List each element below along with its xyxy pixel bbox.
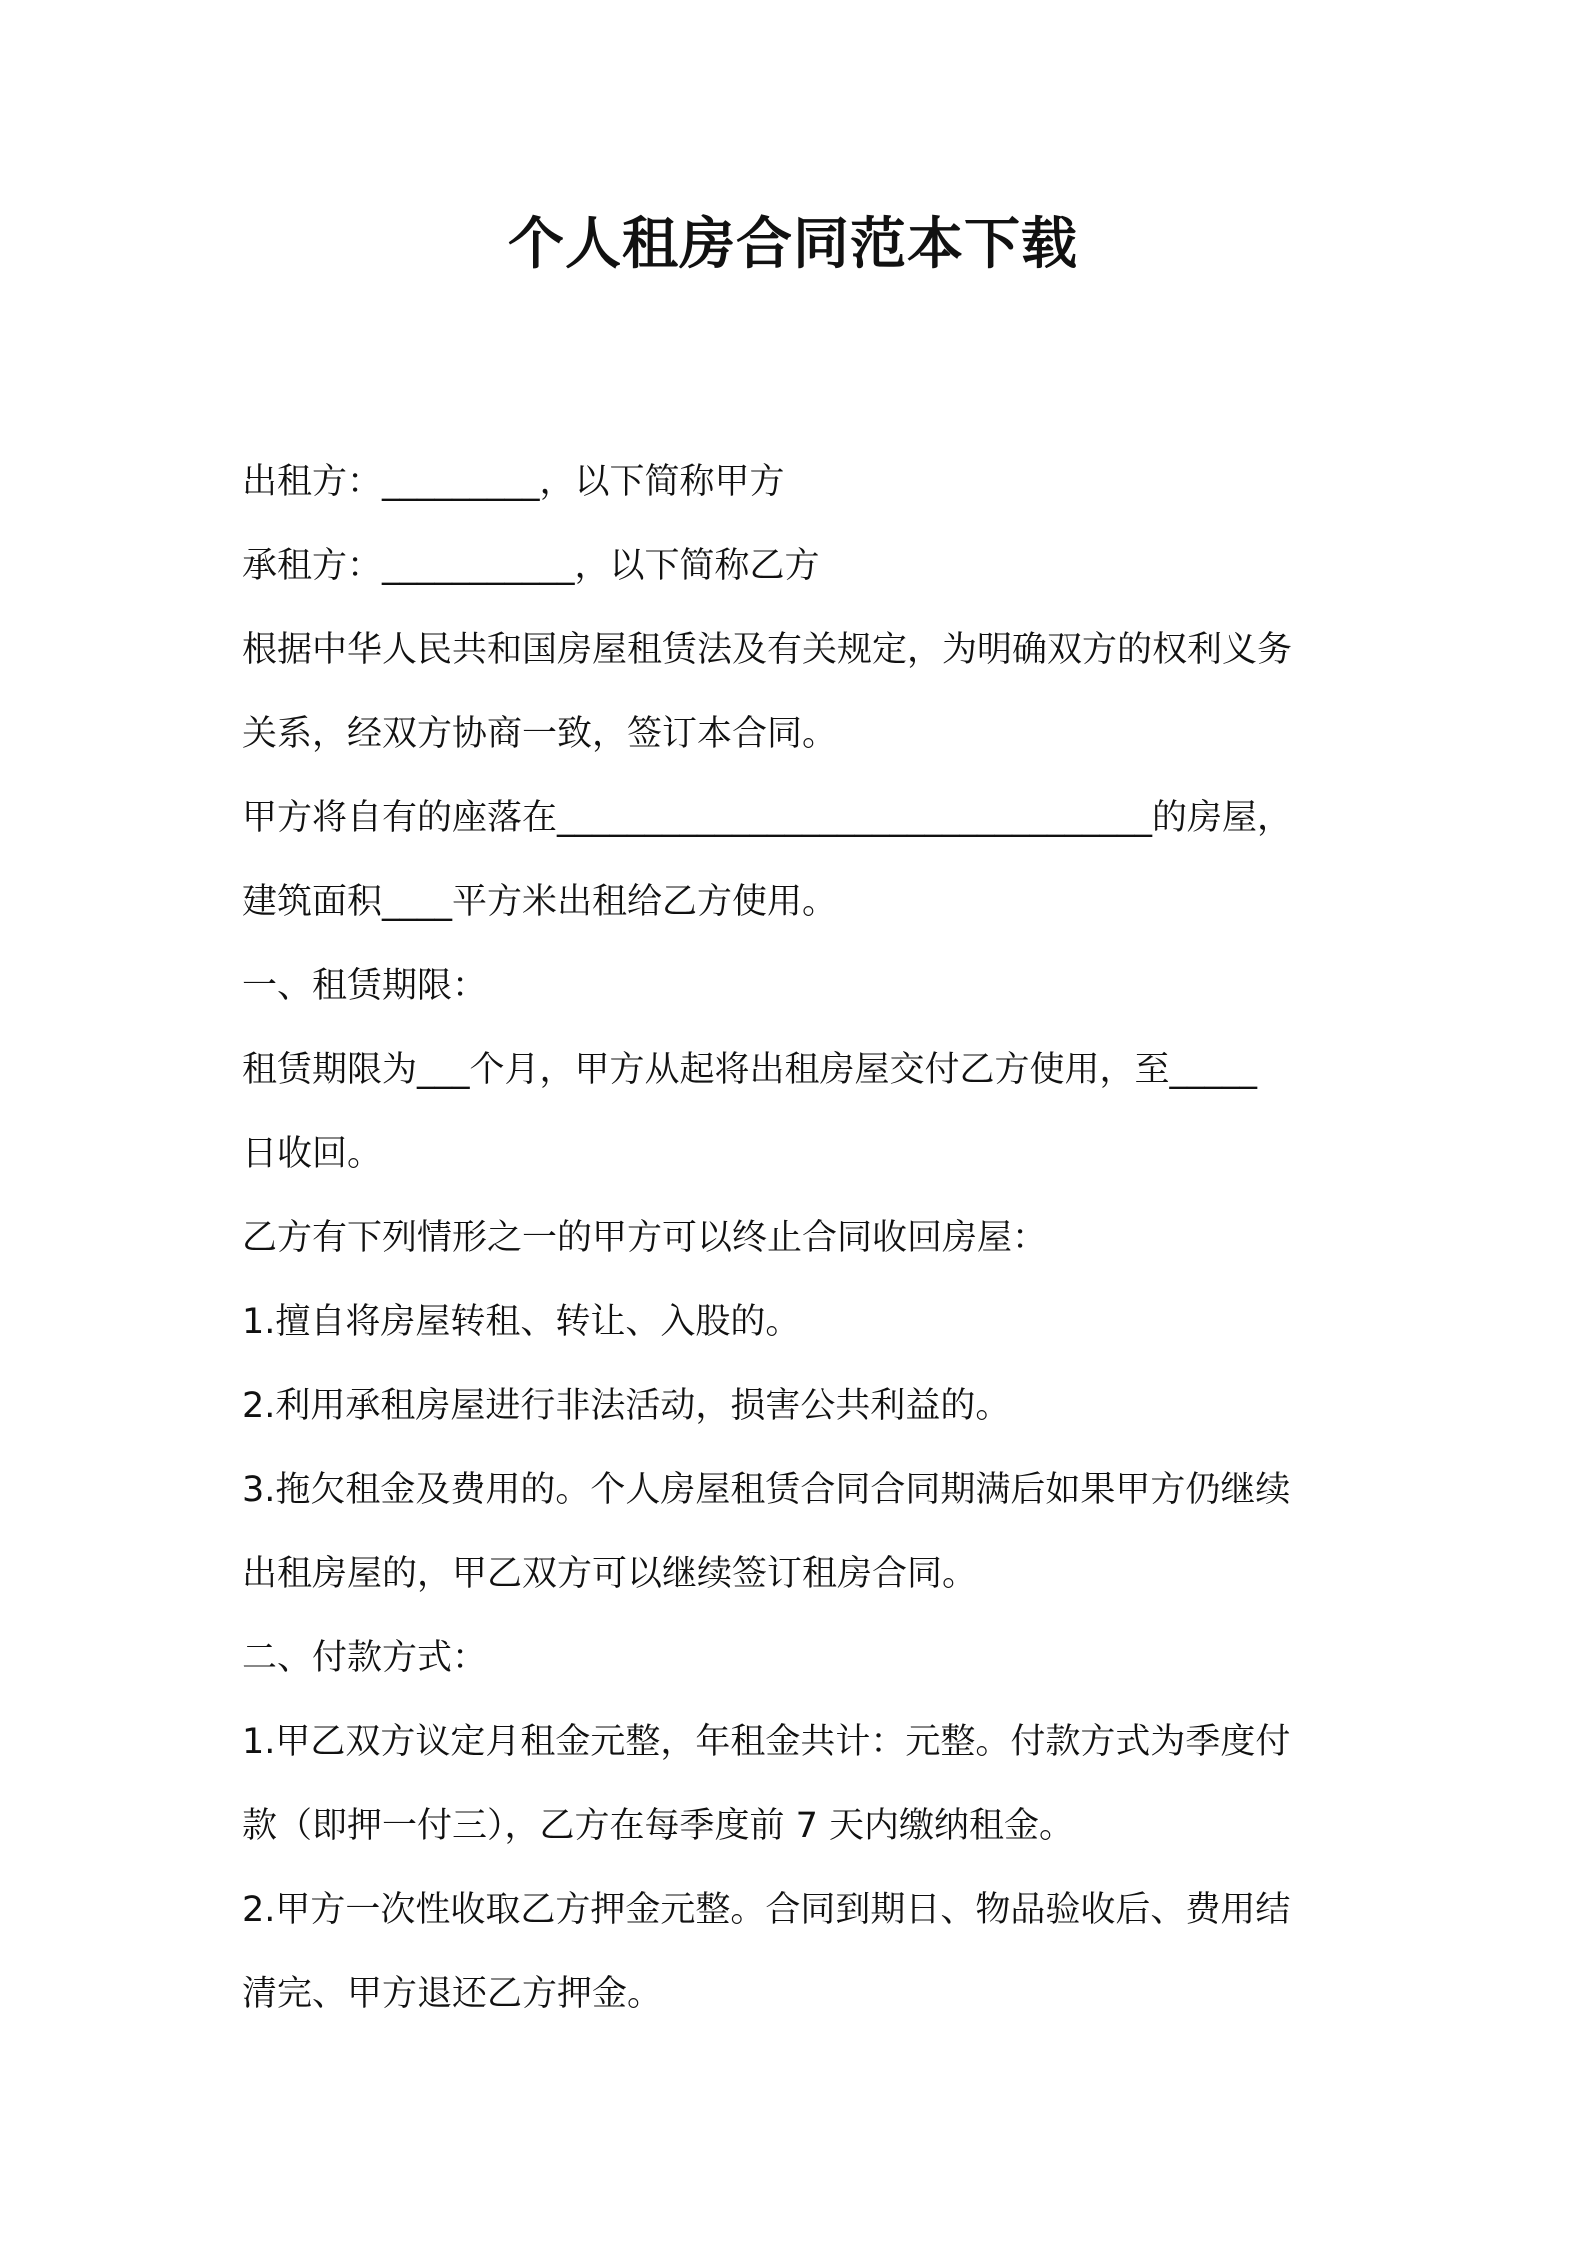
paragraph-line: 租赁期限为___个月，甲方从起将出租房屋交付乙方使用，至_____ <box>242 1050 1258 1090</box>
list-item: 3.拖欠租金及费用的。个人房屋租赁合同合同期满后如果甲方仍继续 <box>242 1470 1291 1510</box>
document-body <box>242 440 1362 2036</box>
paragraph-line: 日收回。 <box>242 1134 383 1174</box>
paragraph-line: 出租房屋的，甲乙双方可以继续签订租房合同。 <box>242 1554 978 1594</box>
list-item: 2.利用承租房屋进行非法活动，损害公共利益的。 <box>242 1386 1011 1426</box>
lessee-line: 承租方：___________，以下简称乙方 <box>242 546 820 586</box>
lessor-line: 出租方：_________，以下简称甲方 <box>242 462 785 502</box>
paragraph-line: 甲方将自有的座落在__________________________________的房屋， <box>242 798 1293 838</box>
paragraph-line: 关系，经双方协商一致，签订本合同。 <box>242 714 838 754</box>
document-title: 个人租房合同范本下载 <box>508 212 1078 277</box>
list-item: 2.甲方一次性收取乙方押金元整。合同到期日、物品验收后、费用结 <box>242 1890 1291 1930</box>
list-item: 1.甲乙双方议定月租金元整，年租金共计：元整。付款方式为季度付 <box>242 1722 1291 1762</box>
list-item: 1.擅自将房屋转租、转让、入股的。 <box>242 1302 801 1342</box>
section-heading-lease-term: 一、租赁期限： <box>242 966 488 1006</box>
paragraph-line: 清完、甲方退还乙方押金。 <box>242 1974 663 2014</box>
section-heading-payment: 二、付款方式： <box>242 1638 488 1678</box>
paragraph-line: 根据中华人民共和国房屋租赁法及有关规定，为明确双方的权利义务 <box>242 630 1293 670</box>
paragraph-line: 款（即押一付三），乙方在每季度前 7 天内缴纳租金。 <box>242 1806 1075 1846</box>
paragraph-line: 乙方有下列情形之一的甲方可以终止合同收回房屋： <box>242 1218 1048 1258</box>
paragraph-line: 建筑面积____平方米出租给乙方使用。 <box>242 882 838 922</box>
